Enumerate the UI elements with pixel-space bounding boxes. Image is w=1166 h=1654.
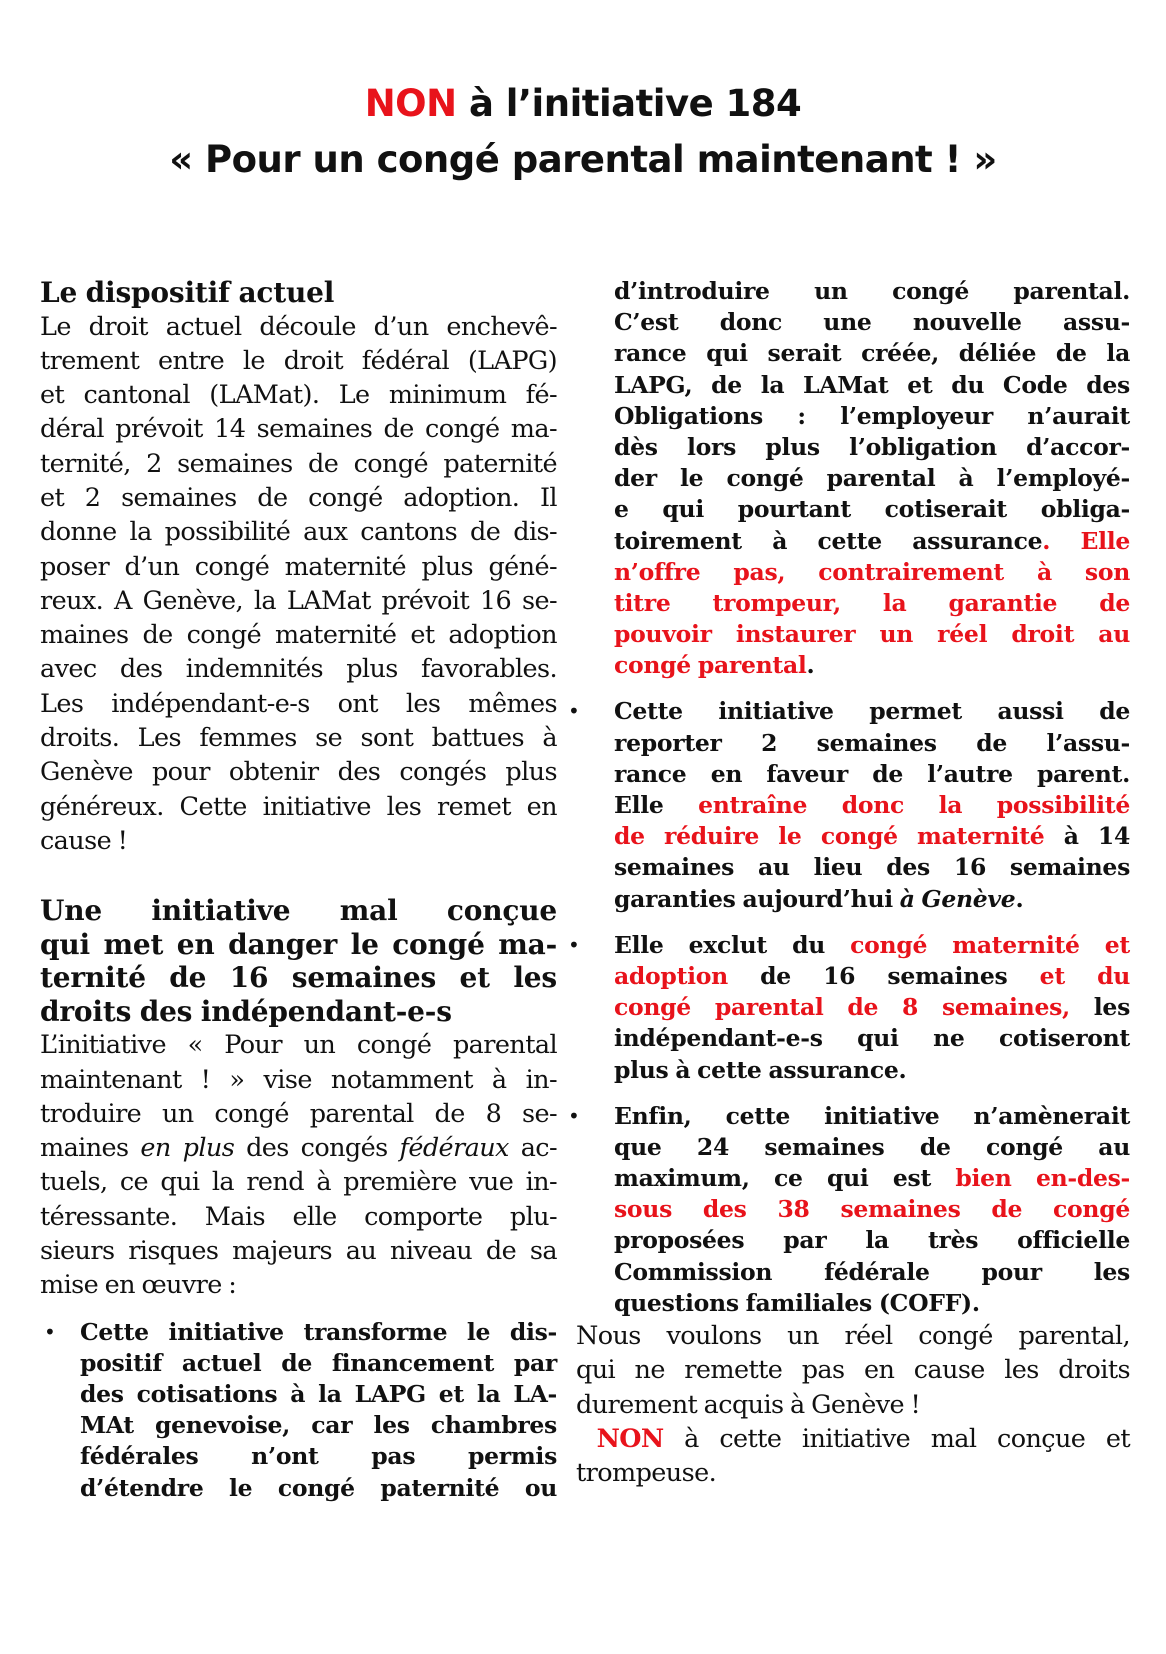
page-title-line1: [0, 82, 1166, 125]
italic-federaux: fédéraux: [399, 1133, 509, 1164]
highlight-red: adoption: [614, 961, 728, 990]
text-span: à cette initiative mal conçue et: [663, 1423, 1130, 1454]
highlight-red: congé maternité et: [850, 930, 1130, 959]
bullet-line: LAPG, de la LAMat et du Code des: [614, 370, 1130, 399]
bullet-line: dès lors plus l’obligation d’accor-: [614, 432, 1130, 461]
section-initiative-body: [40, 1028, 557, 1302]
text-line: téressante. Mais elle comporte plu-: [40, 1201, 557, 1232]
text-line: sieurs risques majeurs au niveau de sa: [40, 1236, 557, 1267]
bullet-line: fédérales n’ont pas permis: [80, 1442, 557, 1471]
bullet-icon: •: [44, 1319, 56, 1344]
final-non: NON: [596, 1423, 664, 1454]
text-line: avec des indemnités plus favorables.: [40, 654, 557, 685]
text-span: Elle exclut du: [614, 930, 851, 959]
heading-line: Une initiative mal conçue: [40, 894, 557, 928]
bullet-item-coff: [568, 1101, 1130, 1319]
bullet-item-financement-continued: [604, 276, 1130, 681]
text-line: Le droit actuel découle d’un enchevê-: [40, 311, 557, 342]
bullet-icon: •: [568, 932, 580, 957]
bullet-line: positif actuel de financement par: [80, 1348, 557, 1377]
text-span: à 14: [1044, 822, 1130, 851]
heading-line: droits des indépendant-e-s: [40, 994, 452, 1028]
text-span: Elle: [614, 791, 699, 819]
text-line: maintenant ! » vise notamment à in-: [40, 1064, 557, 1095]
bullet-line-mixed: [614, 526, 1130, 557]
list-spacer: [40, 1303, 557, 1317]
text-span: garanties aujourd’hui: [614, 884, 900, 913]
conclusion-line: Nous voulons un réel congé parental,: [576, 1321, 1130, 1351]
bullet-line: e qui pourtant cotiserait obliga-: [614, 495, 1130, 524]
text-span: ac-: [508, 1133, 557, 1164]
highlight-red: et du: [1039, 961, 1130, 990]
text-line: poser d’un congé maternité plus géné-: [40, 551, 557, 582]
highlight-red: entraîne donc la possibilité: [698, 791, 1130, 819]
text-line: troduire un congé parental de 8 se-: [40, 1098, 557, 1129]
bullet-item-exclusion: [568, 930, 1131, 1086]
text-span: maximum, ce qui est: [614, 1164, 956, 1193]
highlight-red: bien en-des-: [955, 1164, 1130, 1193]
highlight-red: congé parental de 8 semaines,: [614, 993, 1070, 1022]
text-line: tuels, ce qui la rend à première vue in-: [40, 1167, 557, 1198]
bullet-line-mixed: [614, 1163, 1130, 1194]
bullet-line: proposées par la très officielle: [614, 1226, 1130, 1255]
section-spacer: [40, 858, 557, 894]
bullet-line: reporter 2 semaines de l’assu-: [614, 728, 1130, 757]
text-line: ternité, 2 semaines de congé paternité: [40, 448, 557, 479]
title-non: NON: [364, 82, 457, 125]
bullet-line: d’étendre le congé paternité ou: [80, 1473, 557, 1502]
bullet-line-mixed: [614, 650, 1130, 681]
highlight-red: . Elle: [1042, 526, 1130, 555]
list-spacer: [604, 681, 1130, 696]
bullet-line-mixed: [614, 790, 1130, 821]
bullet-line: indépendant-e-s qui ne cotiseront: [614, 1024, 1130, 1053]
text-line: maines de congé maternité et adoption: [40, 620, 557, 651]
text-line: droits. Les femmes se sont battues à: [40, 723, 557, 754]
text-line: Genève pour obtenir des congés plus: [40, 757, 557, 788]
text-line: déral prévoit 14 semaines de congé ma-: [40, 414, 557, 445]
bullet-line: Obligations : l’employeur n’aurait: [614, 401, 1130, 430]
text-line: et 2 semaines de congé adoption. Il: [40, 482, 557, 513]
bullet-icon: •: [568, 699, 580, 724]
bullet-line: Enfin, cette initiative n’amènerait: [614, 1101, 1130, 1130]
text-span: les: [1069, 993, 1131, 1022]
text-span: .: [806, 651, 815, 680]
conclusion-line: durement acquis à Genève !: [576, 1389, 921, 1420]
bullet-line: Cette initiative permet aussi de: [614, 697, 1130, 726]
list-spacer: [604, 1086, 1130, 1101]
bullet-line-red: pouvoir instaurer un réel droit au: [614, 620, 1130, 649]
bullet-line-mixed: [614, 961, 1130, 992]
bullet-icon: •: [568, 1103, 580, 1128]
text-line: cause !: [40, 825, 128, 856]
text-span: des congés: [234, 1133, 400, 1164]
final-call-line: [576, 1422, 1130, 1456]
bullet-line-mixed: [614, 930, 1130, 961]
highlight-red: de réduire le congé maternité: [614, 822, 1045, 851]
bullet-line-red: titre trompeur, la garantie de: [614, 588, 1130, 617]
bullet-line: der le congé parental à l’employé-: [614, 464, 1130, 493]
text-span: toirement à cette assurance: [614, 526, 1043, 555]
text-line: L’initiative « Pour un congé parental: [40, 1030, 557, 1061]
bullet-line-mixed: [614, 992, 1130, 1023]
right-column: [568, 276, 1131, 1490]
highlight-red: congé parental: [614, 651, 807, 680]
bullet-line: C’est donc une nouvelle assu-: [614, 308, 1130, 337]
bullet-line: plus à cette assurance.: [614, 1055, 907, 1084]
italic-geneve: à Genève: [899, 884, 1016, 913]
bullet-line-mixed: [614, 821, 1130, 852]
bullet-line: Cette initiative transforme le dis-: [80, 1317, 557, 1346]
text-line: généreux. Cette initiative les remet en: [40, 791, 557, 822]
text-line: mise en œuvre :: [40, 1270, 237, 1301]
text-line-italic-mix: [40, 1131, 557, 1165]
text-span: de 16 semaines: [727, 961, 1040, 990]
text-line: et cantonal (LAMat). Le minimum fé-: [40, 380, 557, 411]
text-span: .: [1015, 884, 1024, 913]
text-span: maines: [40, 1133, 141, 1164]
bullet-line: rance en faveur de l’autre parent.: [614, 759, 1130, 788]
conclusion: [576, 1319, 1130, 1490]
title-initiative: à l’initiative 184: [456, 82, 802, 125]
bullet-item-financement: [40, 1317, 557, 1504]
bullet-item-report: [568, 696, 1130, 914]
bullet-line: Commission fédérale pour les: [614, 1257, 1130, 1286]
italic-en-plus: en plus: [140, 1133, 235, 1164]
bullet-line-red: n’offre pas, contrairement à son: [614, 557, 1130, 586]
bullet-line: que 24 semaines de congé au: [614, 1132, 1130, 1161]
text-line: Les indépendant-e-s ont les mêmes: [40, 688, 557, 719]
bullet-line-mixed: [614, 884, 1130, 915]
bullet-line: rance qui serait créée, déliée de la: [614, 339, 1130, 368]
bullet-line: questions familiales (COFF).: [614, 1288, 980, 1317]
bullet-line: des cotisations à la LAPG et la LA-: [80, 1380, 557, 1408]
section-heading-initiative: [40, 894, 557, 1028]
bullet-line: d’introduire un congé parental.: [614, 277, 1130, 305]
conclusion-line: qui ne remette pas en cause les droits: [576, 1355, 1130, 1386]
bullet-line: semaines au lieu des 16 semaines: [614, 853, 1130, 882]
section-heading-dispositif: Le dispositif actuel: [40, 276, 335, 309]
section-dispositif-body: [40, 310, 557, 859]
text-line: reux. A Genève, la LAMat prévoit 16 se-: [40, 585, 557, 616]
page-title-line2: « Pour un congé parental maintenant ! »: [169, 138, 997, 181]
final-call-line-end: trompeuse.: [576, 1458, 717, 1489]
text-line: trement entre le droit fédéral (LAPG): [40, 345, 557, 376]
left-column: [40, 276, 557, 1504]
text-line: donne la possibilité aux cantons de dis-: [40, 517, 557, 548]
bullet-line-red: sous des 38 semaines de congé: [614, 1195, 1130, 1224]
heading-line: ternité de 16 semaines et les: [40, 961, 557, 995]
heading-line: qui met en danger le congé ma-: [40, 927, 557, 961]
list-spacer: [604, 915, 1130, 930]
bullet-line: MAt genevoise, car les chambres: [80, 1411, 557, 1440]
